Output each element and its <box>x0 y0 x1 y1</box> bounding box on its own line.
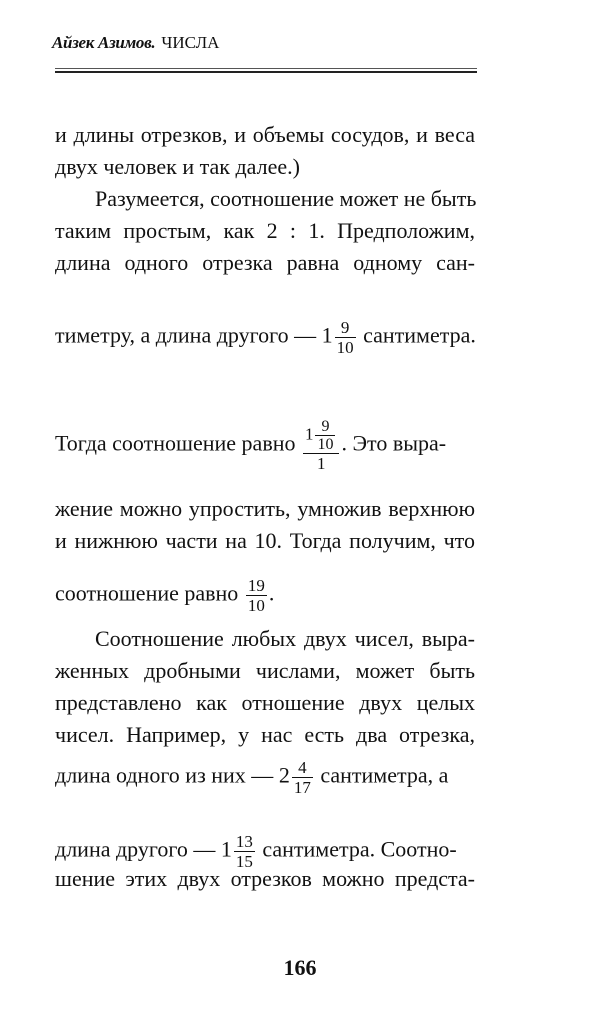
text-line: чисел. Например, у нас есть два отрезка, <box>55 722 475 747</box>
complex-fraction-bottom: 1 <box>303 453 340 473</box>
fraction-denominator: 17 <box>293 778 311 797</box>
header-author: Айзек Азимов. <box>52 33 156 52</box>
complex-fraction-top: 1 $\frac{9}{10}$ <box>304 418 334 453</box>
text-line-with-complex-fraction: Тогда соотношение равно 1 $\frac{9}{10}$ 1 . Это выра- <box>55 418 447 473</box>
text-line: и длины отрезков, и объемы сосудов, и веса <box>55 122 475 147</box>
fraction <box>335 318 356 357</box>
fraction-numerator: 9 <box>340 318 350 337</box>
fraction <box>246 576 267 615</box>
text-line: длина одного отрезка равна одному сан- <box>55 250 475 275</box>
text-line-with-fraction: длина одного из них — 2 $\frac{4}{17}$ сантиметра, а <box>55 758 449 797</box>
text-line: женных дробными числами, может быть <box>55 658 475 683</box>
fraction-numerator: 13 <box>235 832 253 851</box>
text-line: жение можно упростить, умножив верхнюю <box>55 496 475 521</box>
fraction-numerator: 19 <box>247 576 265 595</box>
text-line: шение этих двух отрезков можно предста- <box>55 866 475 891</box>
text-line-with-fraction: длина другого — 1 $\frac{13}{15}$ сантиметра. Соотно- <box>55 832 457 871</box>
mixed-number-whole: 1 <box>220 836 232 862</box>
mixed-number-whole: 1 <box>321 322 333 348</box>
running-header <box>52 33 219 53</box>
text-line: двух человек и так далее.) <box>55 154 300 179</box>
paragraph-start-line: Соотношение любых двух чисел, выра- <box>95 626 475 651</box>
complex-fraction <box>303 418 340 473</box>
fraction-denominator: 10 <box>247 596 265 615</box>
page-number: 166 <box>283 955 317 980</box>
text-line-with-fraction: соотношение равно $\frac{19}{10}$ . <box>55 576 275 615</box>
text-line: представлено как отношение двух целых <box>55 690 475 715</box>
header-rule-thin <box>55 68 477 69</box>
text-line: и нижнюю части на 10. Тогда получим, что <box>55 528 475 553</box>
fraction-denominator: 15 <box>235 852 253 871</box>
fraction-numerator: 4 <box>298 758 307 777</box>
header-book-title: ЧИСЛА <box>161 33 220 52</box>
text-line: таким простым, как 2 : 1. Предположим, <box>55 218 475 243</box>
fraction-denominator: 10 <box>336 338 354 357</box>
header-rule-thick <box>55 71 477 73</box>
fraction <box>292 758 313 797</box>
mixed-number-whole: 2 <box>278 762 290 788</box>
text-line-with-fraction: тиметру, а длина другого — 1 $\frac{9}{10}$ сантиметра. <box>55 318 476 357</box>
inner-fraction: $\frac{9}{10}$ <box>317 418 334 453</box>
paragraph-start-line: Разумеется, соотношение может не быть <box>95 186 477 211</box>
